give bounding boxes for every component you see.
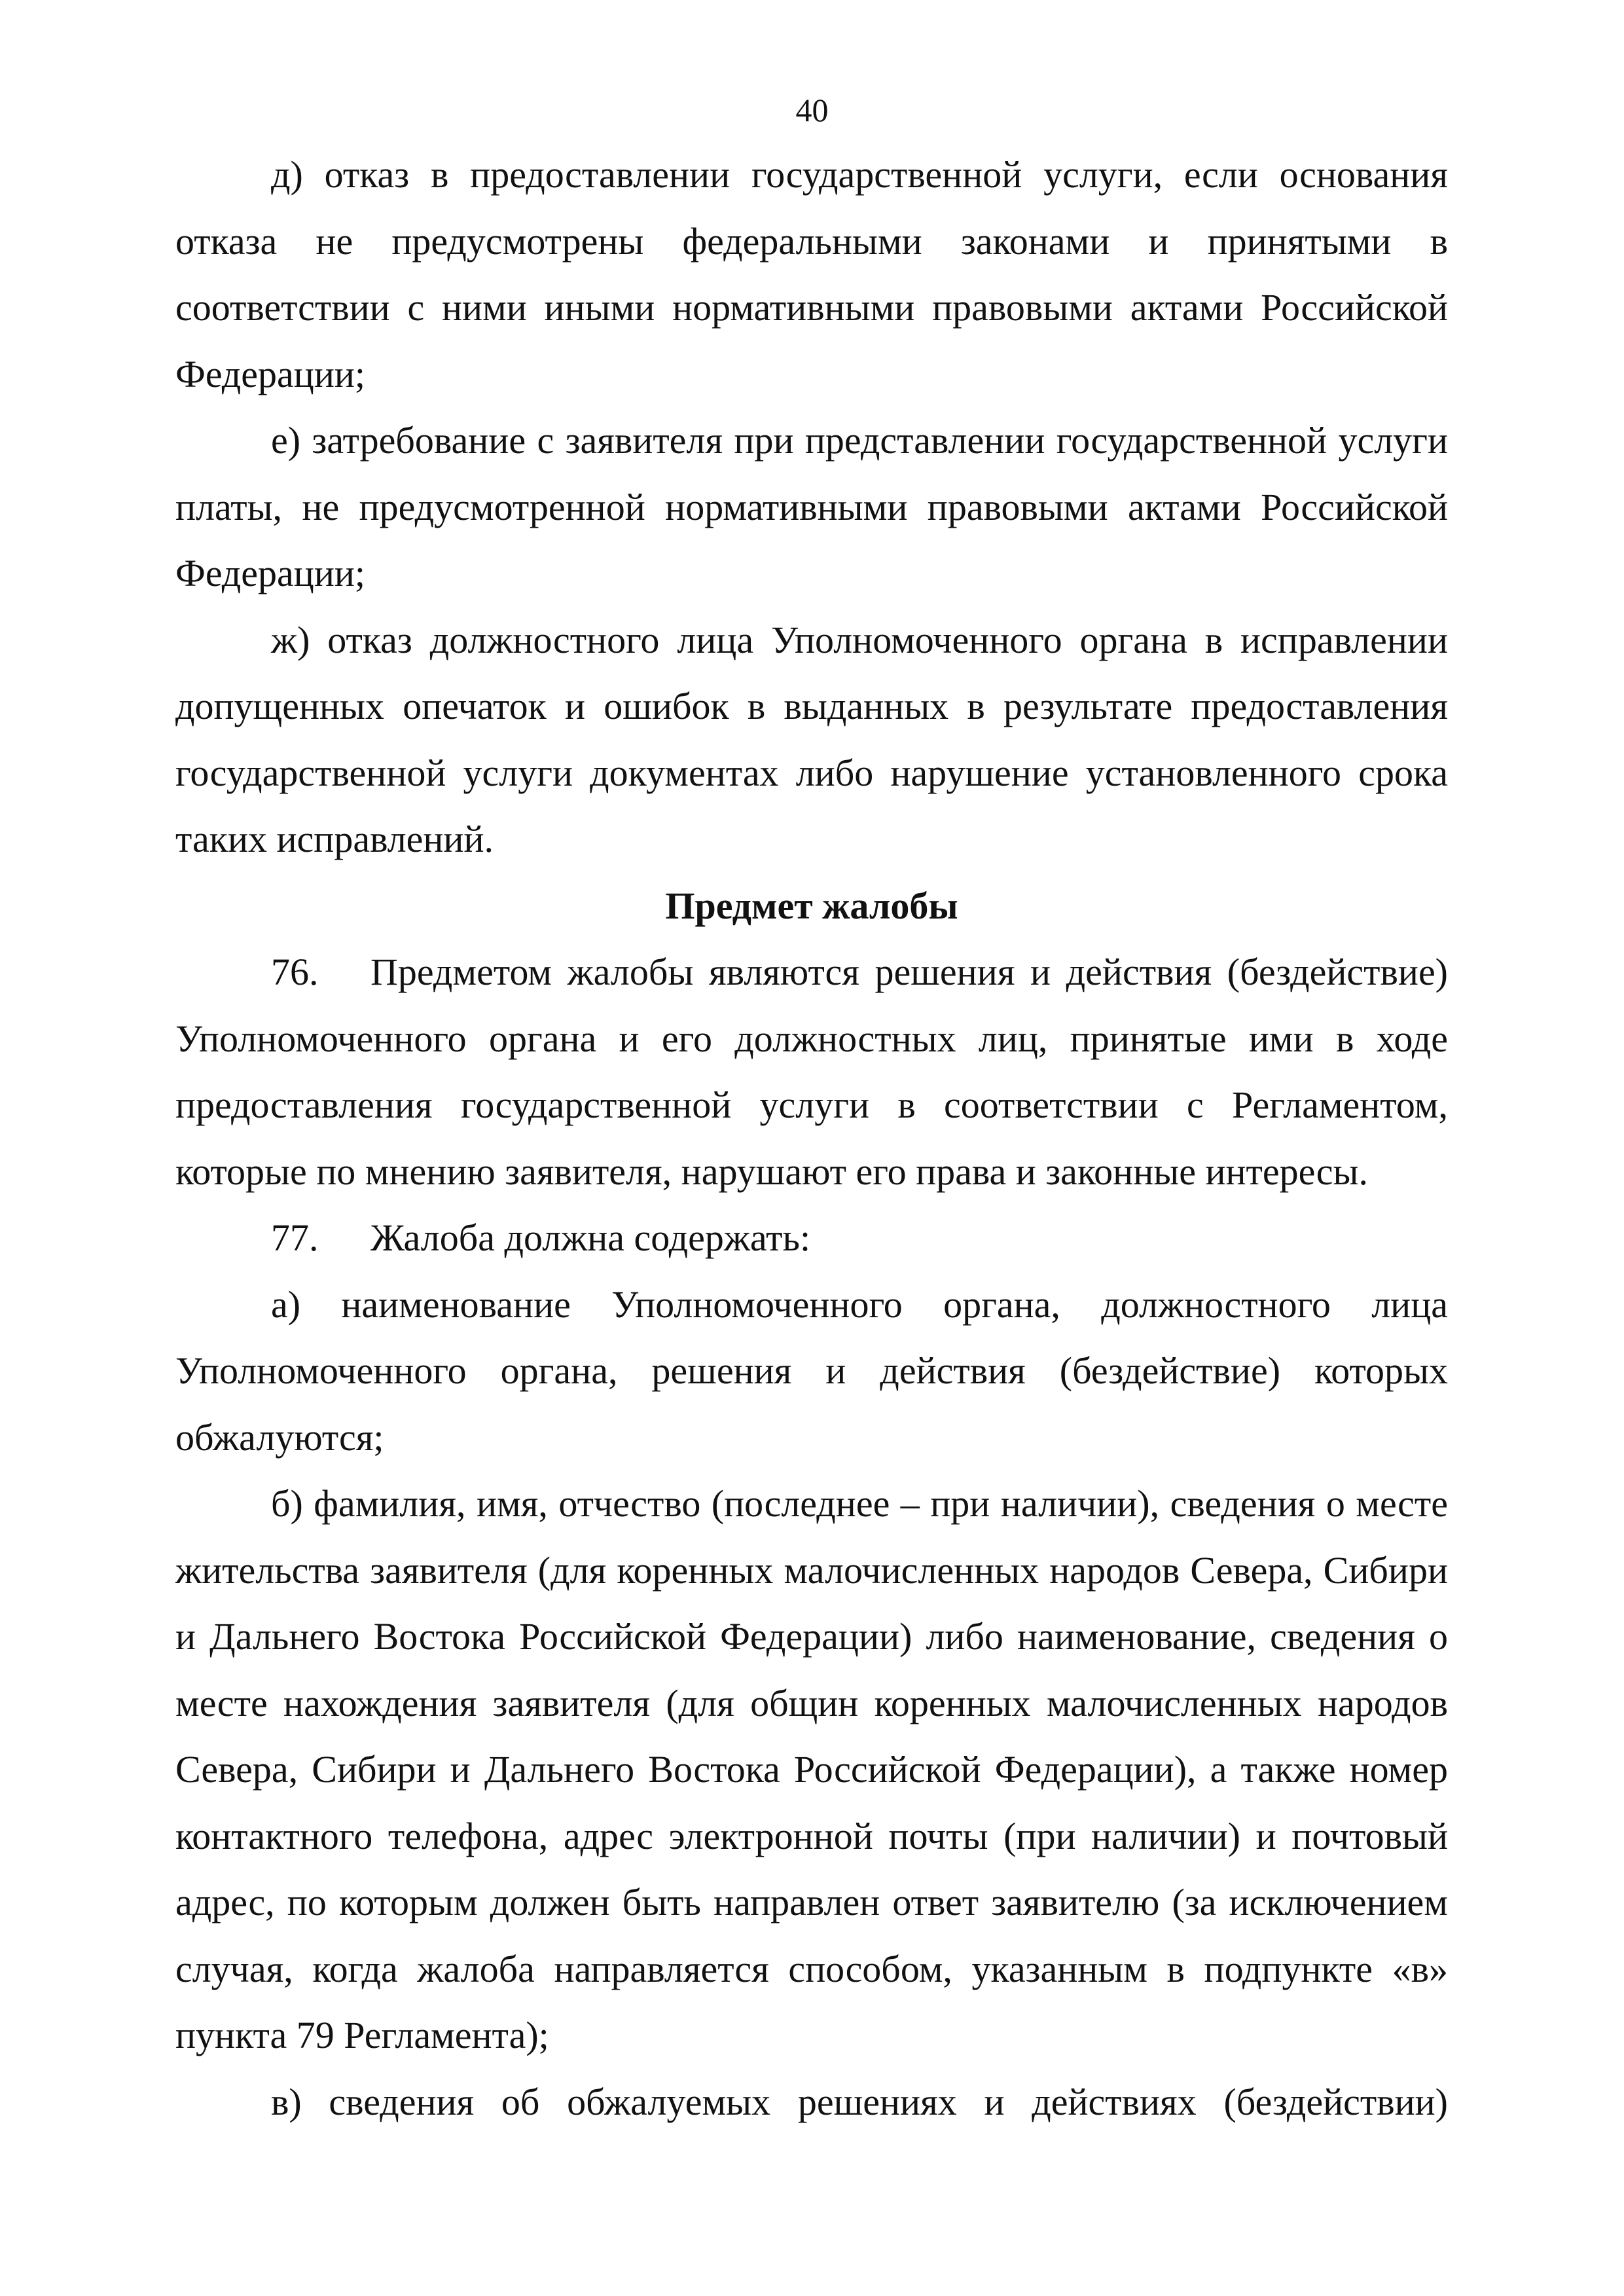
item-76 [175, 939, 1448, 1205]
section-heading: Предмет жалобы [665, 884, 958, 927]
item-76-number: 76. [271, 951, 319, 993]
subitem-b: б) фамилия, имя, отчество (последнее – при наличии), сведения о месте жительства заявителя (для коренных малочисленных народов Севера, Сибири и Дальнего Востока Российской Федерации) либо наименование, сведения о месте нахождения заявителя (для общин коренных малочисленных народов Севера, Сибири и Дальнего Востока Российской Федерации), а также номер контактного телефона, адрес электронной почты (при наличии) и почтовый адрес, по которым должен быть направлен ответ заявителю (за исключением случая, когда жалоба направляется способом, указанным в подпункте «в» пункта 79 Регламента); [175, 1482, 1448, 2056]
item-77-text: Жалоба должна содержать: [370, 1216, 811, 1259]
subitem-v: в) сведения об обжалуемых решениях и действиях (бездействии) [271, 2080, 1448, 2123]
item-77 [175, 1205, 1448, 1271]
paragraph-zh: ж) отказ должностного лица Уполномоченного органа в исправлении допущенных опечаток и ошибок в выданных в результате предоставления государственной услуги документах либо нарушение установленного срока таких исправлений. [175, 618, 1448, 860]
item-77-number: 77. [271, 1216, 319, 1259]
page-number: 40 [795, 92, 829, 128]
paragraph-d: д) отказ в предоставлении государственной услуги, если основания отказа не предусмотрены федеральными законами и принятыми в соответствии с ними иными нормативными правовыми актами Российской Федерации; [175, 153, 1448, 395]
item-76-text: Предметом жалобы являются решения и действия (бездействие) Уполномоченного органа и его должностных лиц, принятые ими в ходе предоставления государственной услуги в соответствии с Регламентом, которые по мнению заявителя, нарушают его права и законные интересы. [175, 951, 1448, 1193]
document-body [175, 141, 1448, 2135]
paragraph-e: е) затребование с заявителя при представлении государственной услуги платы, не предусмотренной нормативными правовыми актами Российской Федерации; [175, 419, 1448, 594]
subitem-a: а) наименование Уполномоченного органа, должностного лица Уполномоченного органа, решения и действия (бездействие) которых обжалуются; [175, 1283, 1448, 1459]
